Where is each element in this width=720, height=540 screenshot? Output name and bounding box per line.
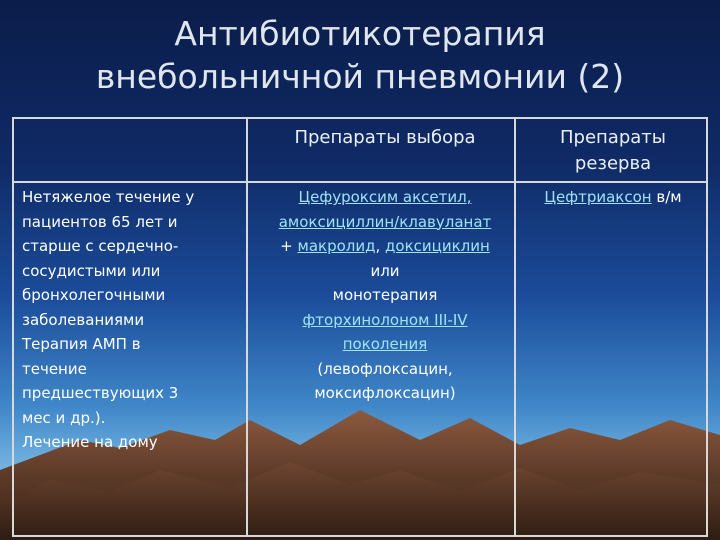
text-or: или xyxy=(370,261,400,280)
patient-group-line: предшествующих 3 xyxy=(22,384,179,402)
patient-group-line: течение xyxy=(22,359,87,378)
link-cefuroxime-axetil[interactable]: Цефуроксим аксетил, xyxy=(298,188,472,206)
patient-group-line: Нетяжелое течение у xyxy=(22,188,195,206)
patient-group-line: Терапия АМП в xyxy=(22,335,141,353)
therapy-table xyxy=(12,117,708,537)
patient-group-line: старше с сердечно- xyxy=(22,237,179,255)
link-generation[interactable]: поколения xyxy=(342,335,428,353)
header-cell-preferred-drugs: Препараты выбора xyxy=(294,127,476,148)
link-fluoroquinolone[interactable]: фторхинолоном III-IV xyxy=(302,310,468,329)
patient-group-line: бронхолегочными xyxy=(22,286,166,304)
link-amoxicillin-clavulanate[interactable]: амоксициллин/клавуланат xyxy=(278,212,492,231)
route-im: в/м xyxy=(651,188,682,206)
patient-group-line: пациентов 65 лет и xyxy=(22,212,178,231)
header-reserve-line-2: резерва xyxy=(574,153,652,174)
slide-title-line-2: внебольничной пневмонии (2) xyxy=(95,57,625,96)
patient-group-line: Лечение на дому xyxy=(22,433,158,451)
header-cell-reserve-drugs xyxy=(520,125,706,177)
reserve-drugs-cell xyxy=(520,185,706,210)
comma-separator: , xyxy=(375,237,386,255)
text-levofloxacin: (левофлоксацин, xyxy=(317,359,453,378)
preferred-drugs-cell xyxy=(252,185,518,406)
text-monotherapy: монотерапия xyxy=(332,286,438,304)
slide-title xyxy=(0,12,720,98)
link-ceftriaxone[interactable]: Цефтриаксон xyxy=(544,188,652,206)
table-divider-horizontal xyxy=(14,181,706,183)
header-reserve-line-1: Препараты xyxy=(560,127,666,148)
link-macrolide[interactable]: макролид xyxy=(297,237,376,255)
link-doxycycline[interactable]: доксициклин xyxy=(385,237,490,255)
patient-group-line: мес и др.). xyxy=(22,408,106,427)
patient-group-line: сосудистыми или xyxy=(22,261,161,280)
slide-title-line-1: Антибиотикотерапия xyxy=(174,14,546,53)
patient-group-line: заболеваниями xyxy=(22,310,145,329)
patient-group-cell xyxy=(22,185,242,455)
text-moxifloxacin: моксифлоксацин) xyxy=(314,384,456,402)
plus-sign: + xyxy=(280,237,298,255)
